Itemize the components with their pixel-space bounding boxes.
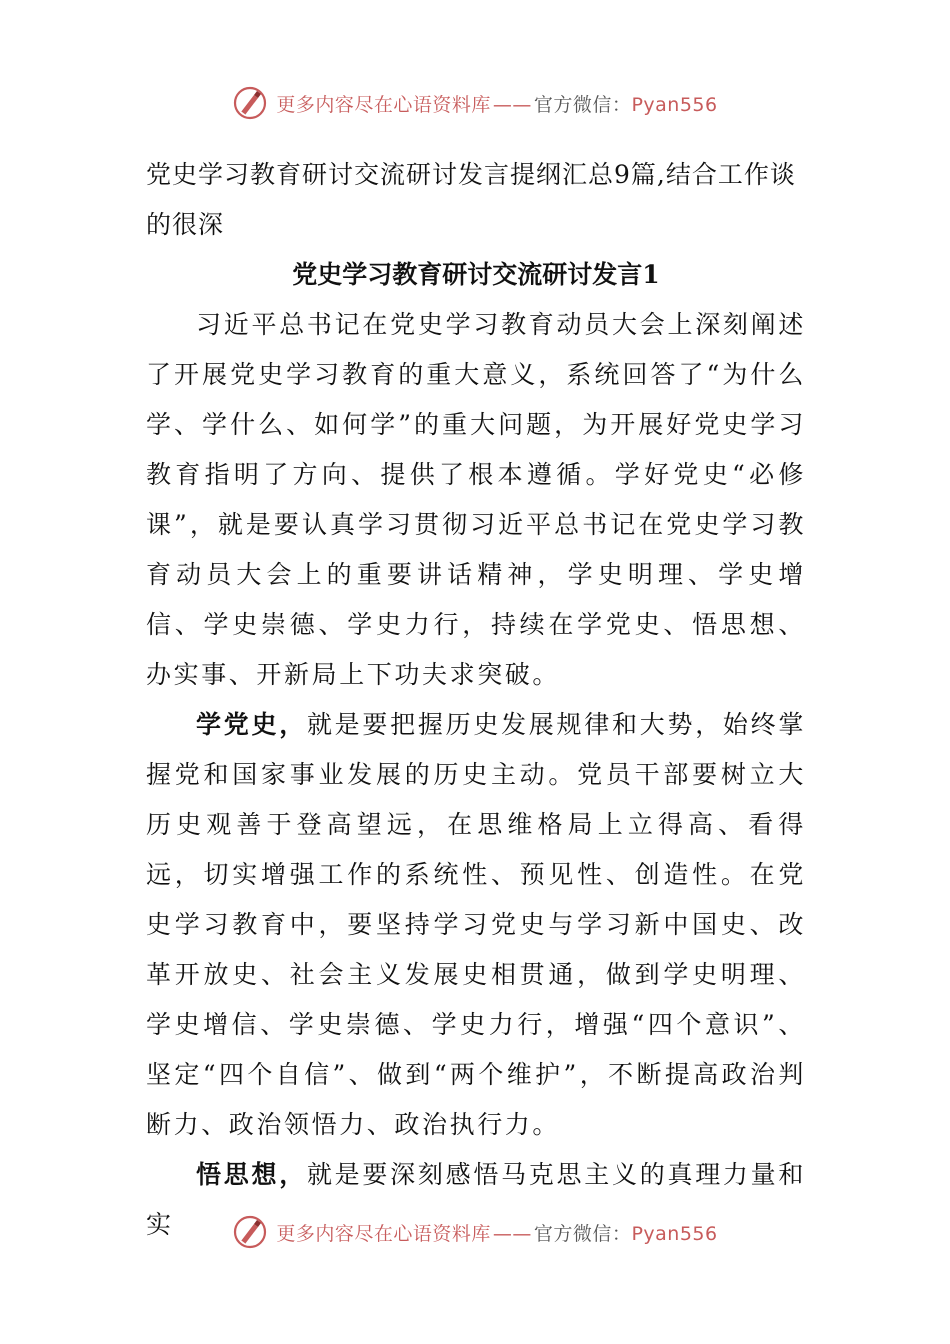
banner-text [276,90,717,117]
section-heading: 党史学习教育研讨交流研讨发言1 [292,260,660,289]
paragraph-1-text: 习近平总书记在党史学习教育动员大会上深刻阐述了开展党史学习教育的重大意义，系统回答了“为什么学、学什么、如何学”的重大问题，为开展好党史学习教育指明了方向、提供了根本遵循。学好党史“必修课”，就是要认真学习贯彻习近平总书记在党史学习教育动员大会上的重要讲话精神，学史明理、学史增信、学史崇德、学史力行，持续在学党史、悟思想、办实事、开新局上下功夫求突破。 [146,310,806,689]
banner-separator: —— [492,93,532,116]
banner-separator: —— [492,1222,532,1245]
watermark-banner-bottom [0,1212,950,1252]
paragraph-1 [146,300,806,700]
watermark-banner-top [0,83,950,123]
paragraph-2-text: 就是要把握历史发展规律和大势，始终掌握党和国家事业发展的历史主动。党员干部要树立大历史观善于登高望远，在思维格局上立得高、看得远，切实增强工作的系统性、预见性、创造性。在党史学习教育中，要坚持学习党史与学习新中国史、改革开放史、社会主义发展史相贯通，做到学史明理、学史增信、学史崇德、学史力行，增强“四个意识”、坚定“四个自信”、做到“两个维护”，不断提高政治判断力、政治领悟力、政治执行力。 [146,710,806,1139]
paragraph-2 [146,700,806,1150]
banner-slogan: 更多内容尽在心语资料库 [276,1222,491,1245]
banner-wechat-id: Pyan556 [631,93,718,116]
pen-nib-logo-icon [232,85,268,121]
pen-nib-logo-icon [232,1214,268,1250]
document-body [146,150,806,1250]
paragraph-2-lead: 学党史， [196,710,307,739]
paragraph-3-lead: 悟思想， [196,1160,307,1189]
paragraph-3-text: 就是要深刻感悟马克思主义的真理力量和实 [146,1160,806,1239]
banner-slogan: 更多内容尽在心语资料库 [276,93,491,116]
banner-wechat-id: Pyan556 [631,1222,718,1245]
banner-official-label: 官方微信： [533,93,632,116]
banner-text [276,1219,717,1246]
banner-official-label: 官方微信： [533,1222,632,1245]
document-title: 党史学习教育研讨交流研讨发言提纲汇总9篇,结合工作谈的很深 [146,160,796,239]
